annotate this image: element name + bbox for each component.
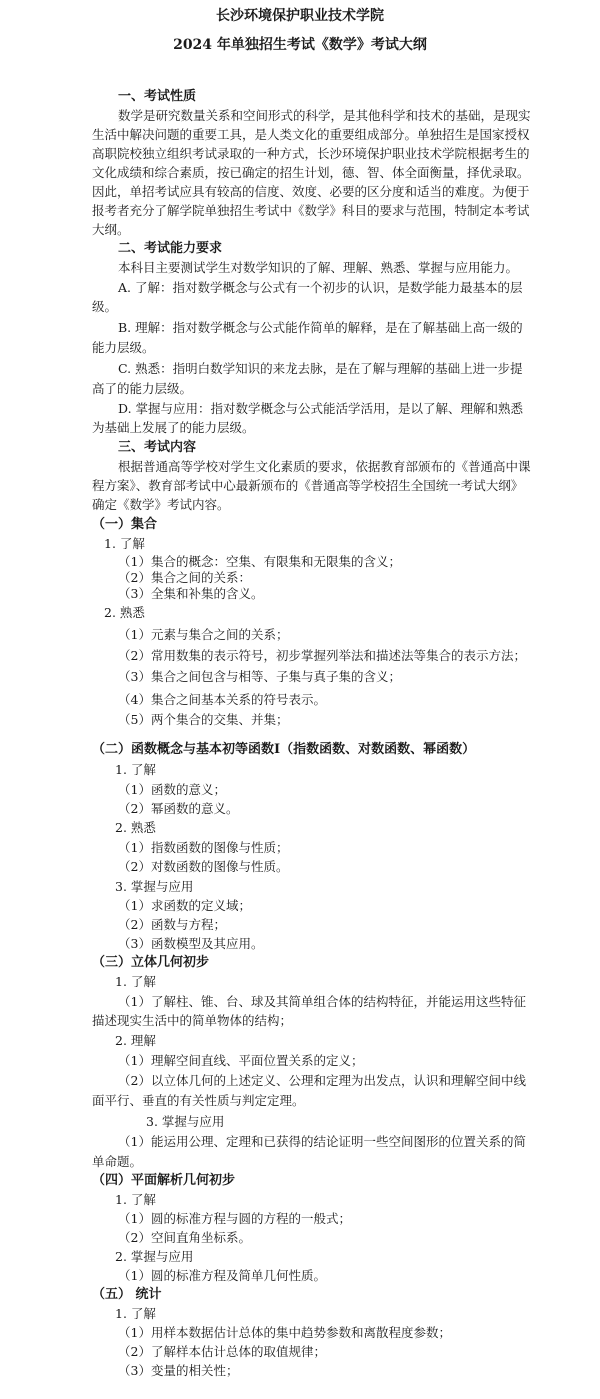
list-item: （3）变量的相关性； (118, 1362, 239, 1378)
list-item: （2）集合之间的关系： (118, 570, 251, 586)
part-4-heading: （四）平面解析几何初步 (92, 1172, 236, 1188)
list-item: （1）元素与集合之间的关系； (118, 627, 289, 643)
part-1-group-2: 2. 熟悉 (104, 604, 145, 620)
list-item: （2）幂函数的意义。 (118, 801, 239, 817)
level-b-line: 能力层级。 (92, 340, 155, 355)
list-item: （2）空间直角坐标系。 (118, 1229, 251, 1245)
list-item: （5）两个集合的交集、并集； (118, 712, 289, 728)
part-2-group-3: 3. 掌握与应用 (115, 879, 194, 895)
list-item: （1）了解柱、锥、台、球及其简单组合体的结构特征，并能运用这些特征 (118, 994, 526, 1010)
list-item: （3）集合之间包含与相等、子集与真子集的含义； (118, 668, 401, 684)
section-1-line: 因此，单招考试应具有较高的信度、效度、必要的区分度和适当的难度。为便于 (92, 184, 530, 200)
school-name: 长沙环境保护职业技术学院 (216, 8, 384, 25)
part-1-heading: （一）集合 (92, 516, 158, 532)
level-c-line: 高了的能力层级。 (92, 380, 193, 396)
part-1-group-1: 1. 了解 (104, 535, 145, 551)
section-1-line: 大纲。 (92, 222, 130, 238)
list-item: （3）全集和补集的含义。 (118, 586, 264, 602)
part-4-group-1: 1. 了解 (115, 1191, 156, 1207)
section-2-heading: 二、考试能力要求 (118, 241, 223, 257)
list-item: （2）函数与方程； (118, 917, 226, 933)
section-1-line: 生活中解决问题的重要工具，是人类文化的重要组成部分。单独招生是国家授权 (92, 127, 530, 142)
list-item: （3）函数模型及其应用。 (118, 936, 264, 952)
list-item: （2）了解样本估计总体的取值规律； (118, 1343, 326, 1359)
list-item-continuation: 描述现实生活中的简单物体的结构； (92, 1013, 293, 1029)
section-2-intro: 本科目主要测试学生对数学知识的了解、理解、熟悉、掌握与应用能力。 (118, 260, 519, 276)
part-2-heading: （二）函数概念与基本初等函数Ⅰ（指数函数、对数函数、幂函数） (92, 742, 476, 758)
section-1-line: 报考者充分了解学院单独招生考试中《数学》科目的要求与范围，特制定本考试 (92, 203, 530, 219)
part-5-group-1: 1. 了解 (115, 1305, 156, 1321)
list-item: （2）常用数集的表示符号，初步掌握列举法和描述法等集合的表示方法； (118, 648, 526, 663)
list-item: （4）集合之间基本关系的符号表示。 (118, 691, 326, 707)
section-1-heading: 一、考试性质 (118, 89, 197, 104)
part-3-group-2: 2. 理解 (115, 1033, 156, 1049)
level-d-line: 为基础上发展了的能力层级。 (92, 419, 255, 435)
list-item: （1）函数的意义； (118, 782, 226, 798)
list-item: （1）圆的标准方程与圆的方程的一般式； (118, 1210, 351, 1226)
section-3-line: 确定《数学》考试内容。 (92, 496, 230, 512)
level-a-line: A. 了解：指对数学概念与公式有一个初步的认识，是数学能力最基本的层 (118, 280, 523, 296)
section-3-heading: 三、考试内容 (118, 439, 197, 455)
list-item: （1）指数函数的图像与性质； (118, 840, 289, 856)
list-item: （1）圆的标准方程及简单几何性质。 (118, 1267, 326, 1283)
part-2-group-1: 1. 了解 (115, 762, 156, 778)
level-b-line: B. 理解：指对数学概念与公式能作简单的解释，是在了解基础上高一级的 (118, 320, 523, 335)
list-item: （2）以立体几何的上述定义、公理和定理为出发点，认识和理解空间中线 (118, 1072, 526, 1088)
part-2-group-2: 2. 熟悉 (115, 820, 156, 836)
part-3-heading: （三）立体几何初步 (92, 955, 210, 971)
list-item: （2）对数函数的图像与性质。 (118, 859, 289, 875)
document-title: 2024 年单独招生考试《数学》考试大纲 (173, 36, 427, 53)
list-item-continuation: 单命题。 (92, 1153, 143, 1169)
part-4-group-2: 2. 掌握与应用 (115, 1248, 194, 1264)
list-item: （1）求函数的定义域； (118, 898, 251, 914)
section-1-line: 数学是研究数量关系和空间形式的科学，是其他科学和技术的基础，是现实 (118, 108, 531, 123)
part-3-group-3: 3. 掌握与应用 (146, 1113, 225, 1129)
level-c-line: C. 熟悉：指明白数学知识的来龙去脉，是在了解与理解的基础上进一步提 (118, 360, 523, 376)
section-1-line: 文化成绩和综合素质，按已确定的招生计划，德、智、体全面衡量，择优录取。 (92, 165, 530, 181)
section-1-line: 高职院校独立组织考试录取的一种方式，长沙环境保护职业技术学院根据考生的 (92, 146, 530, 162)
level-a-line: 级。 (92, 299, 118, 315)
part-5-heading: （五） 统计 (92, 1286, 162, 1302)
section-3-line: 根据普通高等学校对学生文化素质的要求，依据教育部颁布的《普通高中课 (118, 458, 531, 474)
level-d-line: D. 掌握与应用：指对数学概念与公式能活学活用，是以了解、理解和熟悉 (118, 400, 524, 416)
section-3-line: 程方案》、教育部考试中心最新颁布的《普通高等学校招生全国统一考试大纲》 (92, 477, 524, 493)
list-item: （1）能运用公理、定理和已获得的结论证明一些空间图形的位置关系的简 (118, 1133, 526, 1149)
list-item-continuation: 面平行、垂直的有关性质与判定定理。 (92, 1092, 305, 1108)
list-item: （1）集合的概念：空集、有限集和无限集的含义； (118, 553, 401, 569)
part-3-group-1: 1. 了解 (115, 974, 156, 990)
list-item: （1）用样本数据估计总体的集中趋势参数和离散程度参数； (118, 1324, 451, 1340)
list-item: （1）理解空间直线、平面位置关系的定义； (118, 1053, 364, 1068)
